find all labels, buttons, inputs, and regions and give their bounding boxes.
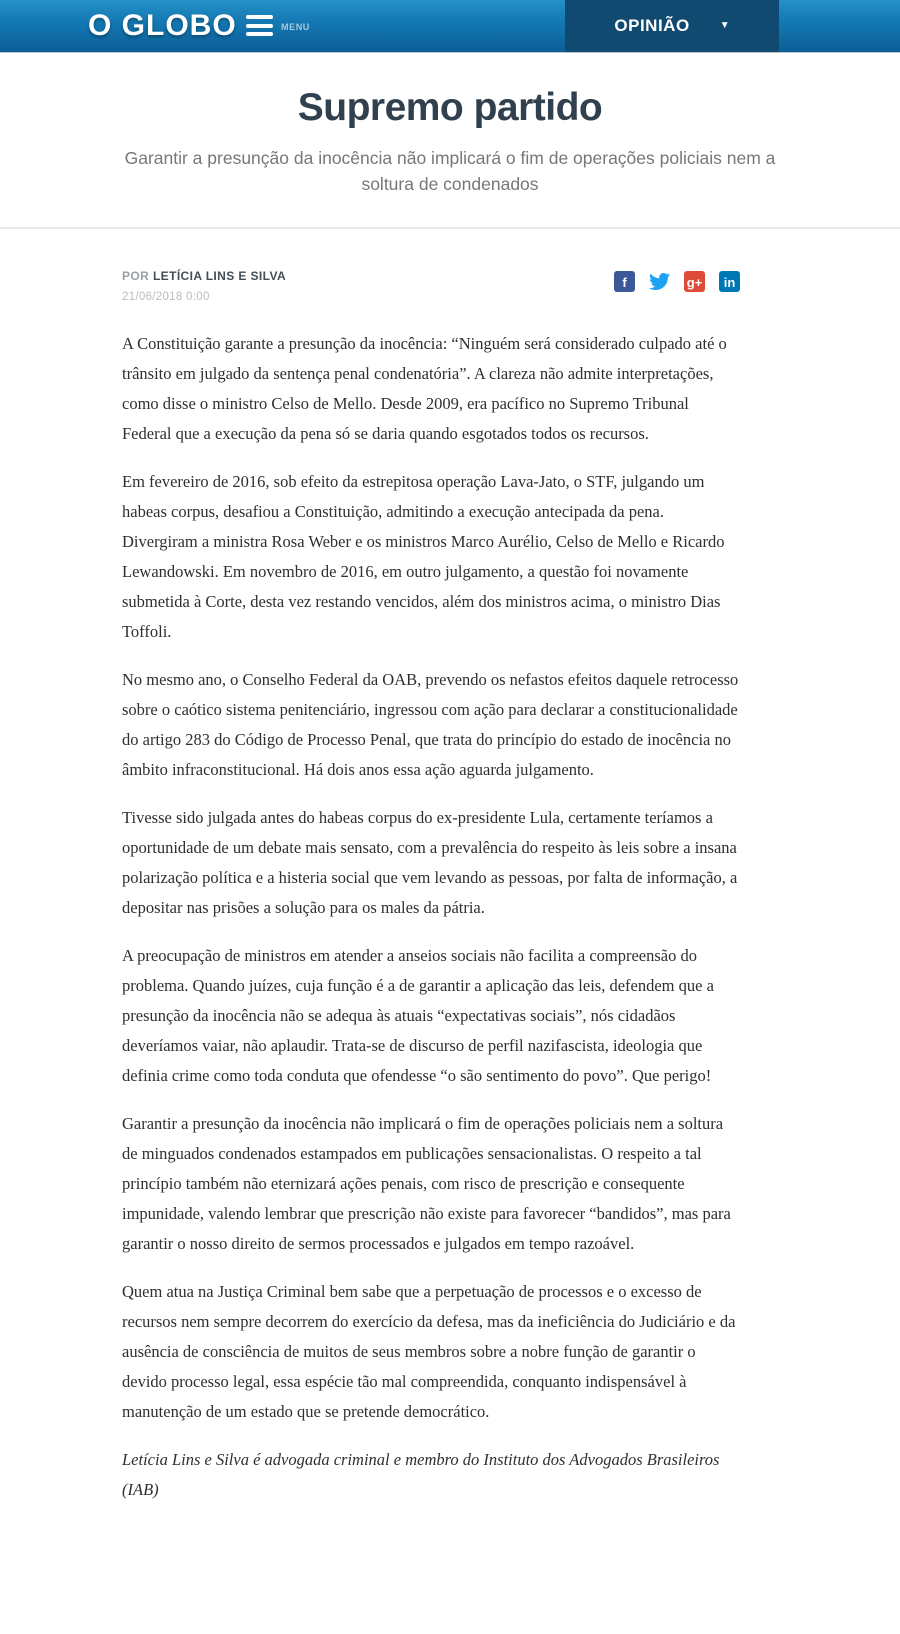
share-googleplus-button[interactable] (684, 271, 705, 292)
article-meta-row (122, 269, 740, 303)
twitter-icon (649, 271, 670, 292)
hamburger-bar (246, 15, 273, 19)
byline-prefix: POR (122, 269, 150, 283)
section-label: OPINIÃO (614, 16, 690, 35)
author-name: LETÍCIA LINS E SILVA (152, 269, 287, 283)
googleplus-icon: g+ (686, 275, 703, 290)
hamburger-bar (246, 32, 273, 36)
article-title: Supremo partido (297, 86, 603, 129)
byline (122, 269, 286, 283)
paragraph: Quem atua na Justiça Criminal bem sabe que a perpetuação de processos e o excesso de recursos nem sempre decorrem do exercício da defesa, mas da ineficiência do Judiciário e da ausência de consciência de muitos de seus membros sobre a nobre função de garantir o devido processo legal, essa espécie tão mal compreendida, conquanto indispensável à manutenção de um estado que se pretende democrático. (122, 1282, 736, 1421)
share-linkedin-button[interactable] (719, 271, 740, 292)
byline-block (122, 269, 286, 303)
article-subtitle: Garantir a presunção da inocência não implicará o fim de operações policiais nem a soltura de condenados (124, 148, 776, 194)
paragraph: Tivesse sido julgada antes do habeas corpus do ex-presidente Lula, certamente teríamos a oportunidade de um debate mais sensato, com a prevalência do respeito às leis sobre a insana polarização política e a histeria social que vem levando as pessoas, por falta de informação, a depositar nas prisões a solução para os males da pátria. (122, 808, 738, 917)
paragraph: A Constituição garante a presunção da inocência: “Ninguém será considerado culpado até o trânsito em julgado da sentença penal condenatória”. A clareza não admite interpretações, como disse o ministro Celso de Mello. Desde 2009, era pacífico no Supremo Tribunal Federal que a execução da pena só se daria quando esgotados todos os recursos. (122, 334, 727, 443)
top-nav-bar (0, 0, 900, 53)
paragraph: Garantir a presunção da inocência não implicará o fim de operações policiais nem a soltura de minguados condenados estampados em publicações sensacionalistas. O respeito a tal princípio também não eternizará ações penais, com risco de prescrição e consequente impunidade, valendo lembrar que prescrição não existe para favorecer “bandidos”, mas para garantir o nosso direito de sermos processados e julgados em tempo razoável. (122, 1114, 731, 1253)
paragraph: A preocupação de ministros em atender a anseios sociais não facilita a compreensão do problema. Quando juízes, cuja função é a de garantir a aplicação das leis, defendem que a presunção da inocência não se adequa às atuais “expectativas sociais”, nós cidadãos deveríamos vaiar, não aplaudir. Trata-se de discurso de perfil nazifascista, ideologia que definia crime como toda conduta que ofendesse “o são sentimento do povo”. Que perigo! (122, 946, 714, 1085)
chevron-down-icon: ▼ (719, 20, 730, 31)
hamburger-menu-icon[interactable] (246, 15, 273, 41)
article-header (0, 53, 900, 229)
paragraph: No mesmo ano, o Conselho Federal da OAB, prevendo os nefastos efeitos daquele retrocesso sobre o caótico sistema penitenciário, ingressou com ação para declarar a constitucionalidade do artigo 283 do Código de Processo Penal, que trata do princípio do estado de inocência no âmbito infraconstitucional. Há dois anos essa ação aguarda julgamento. (122, 670, 739, 779)
author-note: Letícia Lins e Silva é advogada criminal e membro do Instituto dos Advogados Brasileiros (IAB) (122, 1450, 720, 1499)
article-body (122, 329, 740, 1505)
share-facebook-button[interactable] (614, 271, 635, 292)
menu-label[interactable]: MENU (281, 22, 310, 32)
share-twitter-button[interactable] (649, 271, 670, 292)
facebook-icon: f (622, 275, 627, 290)
publish-date: 21/06/2018 0:00 (122, 291, 210, 303)
hamburger-bar (246, 24, 273, 28)
linkedin-icon: in (723, 275, 736, 290)
paragraph: Em fevereiro de 2016, sob efeito da estrepitosa operação Lava-Jato, o STF, julgando um habeas corpus, desafiou a Constituição, admitindo a execução antecipada da pena. Divergiram a ministra Rosa Weber e os ministros Marco Aurélio, Celso de Mello e Ricardo Lewandowski. Em novembro de 2016, em outro julgamento, a questão foi novamente submetida à Corte, desta vez restando vencidos, além dos ministros acima, o ministro Dias Toffoli. (122, 472, 725, 641)
header-divider (0, 227, 900, 229)
oglobo-logo[interactable]: O GLOBO (88, 9, 237, 42)
section-dropdown[interactable] (565, 0, 779, 52)
share-buttons (614, 269, 740, 292)
article-column (122, 269, 740, 1557)
